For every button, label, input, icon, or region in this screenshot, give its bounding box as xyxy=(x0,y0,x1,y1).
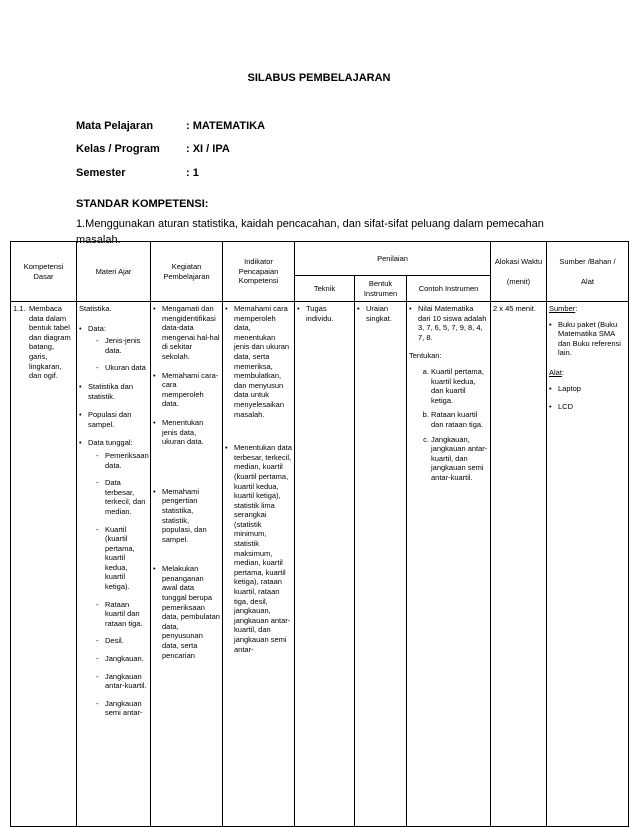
materi-intro: Statistika. xyxy=(79,304,112,313)
list-item: - Desil. xyxy=(96,636,148,646)
header-alokasi xyxy=(491,242,547,302)
list-item: - Jenis-jenis data. xyxy=(96,336,148,355)
cell-alokasi: 2 x 45 menit. xyxy=(491,302,547,827)
meta-value: : XI / IPA xyxy=(186,143,230,155)
cell-sumber: Sumber: • Buku paket (Buku Matematika SMA dan Buku referensi lain. Alat: • Laptop • LCD xyxy=(547,302,629,827)
contoh-intro: • Nilai Matematika dari 10 siswa adalah 3, 7, 6, 5, 7, 9, 8, 4, 7, 8. xyxy=(409,304,488,342)
materi-tunggal-label: Data tunggal: xyxy=(88,438,133,448)
list-item: • Melakukan penanganan awal data tunggal berupa pemeriksaan data, pembulatan data, penyusunan data, serta pencarian xyxy=(153,564,220,660)
list-item: - Jangkauan semi antar- xyxy=(96,699,148,718)
cell-kompetensi-dasar xyxy=(11,302,77,827)
cell-bentuk xyxy=(355,302,407,827)
meta-key: Semester xyxy=(76,167,126,179)
list-item: • Uraian singkat. xyxy=(357,304,404,323)
standar-kompetensi-text: 1.Menggunakan aturan statistika, kaidah pencacahan, dan sifat-sifat peluang dalam pemecahan masalah. xyxy=(76,218,544,246)
list-item: • Tugas individu. xyxy=(297,304,352,323)
header-indikator: Indikator Pencapaian Kompetensi xyxy=(223,242,295,302)
list-item: - Jangkauan antar-kuartil. xyxy=(96,672,148,691)
list-item: - Jangkauan. xyxy=(96,654,148,664)
cell-kegiatan xyxy=(151,302,223,827)
header-penilaian: Penilaian xyxy=(295,242,491,276)
header-contoh: Contoh Instrumen xyxy=(407,276,491,302)
list-item: a. Kuartil pertama, kuartil kedua, dan kuartil ketiga. xyxy=(431,367,488,405)
sumber-label: Sumber xyxy=(549,304,576,313)
header-kompetensi-dasar: Kompetensi Dasar xyxy=(11,242,77,302)
list-item: • Buku paket (Buku Matematika SMA dan Buku referensi lain. xyxy=(549,320,626,358)
cell-contoh xyxy=(407,302,491,827)
header-teknik: Teknik xyxy=(295,276,355,302)
cell-teknik xyxy=(295,302,355,827)
materi-statistik: • Statistika dan statistik. xyxy=(79,382,148,401)
list-item: • Menentukan jenis data, ukuran data. xyxy=(153,418,220,447)
meta-key: Kelas / Program xyxy=(76,143,160,155)
header-materi-ajar: Materi Ajar xyxy=(77,242,151,302)
cell-indikator xyxy=(223,302,295,827)
cell-materi-ajar xyxy=(77,302,151,827)
list-item: • Memahami cara-cara memperoleh data. xyxy=(153,371,220,409)
meta-key: Mata Pelajaran xyxy=(76,120,154,132)
materi-data-label: Data: xyxy=(88,323,106,333)
page-title: SILABUS PEMBELAJARAN xyxy=(247,72,391,84)
kd-text: Membaca data dalam bentuk tabel dan diagram batang, garis, lingkaran, dan ogif. xyxy=(29,304,71,381)
list-item: - Ukuran data xyxy=(96,363,148,373)
list-item: • Mengamati dan mengidentifikasi data-data mengenai hal-hal di sekitar sekolah. xyxy=(153,304,220,362)
materi-tunggal xyxy=(79,438,148,718)
list-item: c. Jangkauan, jangkauan antar-kuartil, dan jangkauan semi antar-kuartil. xyxy=(431,435,488,483)
materi-populasi: • Populasi dan sampel. xyxy=(79,410,148,429)
meta-value: : 1 xyxy=(186,167,199,179)
contoh-tentukan: Tentukan: xyxy=(409,351,442,361)
kd-number: 1.1. xyxy=(13,304,26,313)
meta-value: : MATEMATIKA xyxy=(186,120,266,132)
list-item: • Menentukan data terbesar, terkecil, median, kuartil (kuartil pertama, kuartil kedua, kuartil ketiga), statistik lima serangkai (statistik minimum, statistik maksimum, median, kuartil pertama, kuartil ketiga), rataan kuartil, rataan tiga, desil, jangkauan, jangkauan antar-kuartil, dan jangkauan semi antar- xyxy=(225,443,292,654)
header-sumber-label: Sumber /Bahan / xyxy=(559,256,616,266)
header-alokasi-unit: (menit) xyxy=(506,276,531,286)
header-kegiatan: Kegiatan Pembelajaran xyxy=(151,242,223,302)
standar-kompetensi-label: STANDAR KOMPETENSI: xyxy=(76,198,209,210)
list-item: • LCD xyxy=(549,402,626,412)
list-item: - Kuartil (kuartil pertama, kuartil kedua, kuartil ketiga). xyxy=(96,525,148,592)
list-item: - Data terbesar, terkecil, dan median. xyxy=(96,478,148,516)
header-alokasi-label: Alokasi Waktu xyxy=(494,256,543,266)
list-item: • Laptop xyxy=(549,384,626,394)
alat-label: Alat xyxy=(549,367,562,377)
header-alat-label: Alat xyxy=(581,276,594,286)
silabus-table xyxy=(10,241,629,827)
list-item: • Memahami cara memperoleh data, menentukan jenis dan ukuran data, serta memeriksa, membulatkan, dan menyusun data untuk menyelesaikan masalah. xyxy=(225,304,292,419)
list-item: b. Rataan kuartil dan rataan tiga. xyxy=(431,410,488,429)
list-item: • Memahami pengertian statistika, statistik, populasi, dan sampel. xyxy=(153,487,220,545)
header-bentuk: Bentuk Instrumen xyxy=(355,276,407,302)
header-sumber xyxy=(547,242,629,302)
list-item: - Rataan kuartil dan rataan tiga. xyxy=(96,600,148,629)
list-item: - Pemeriksaan data. xyxy=(96,451,148,470)
materi-data xyxy=(79,324,148,373)
